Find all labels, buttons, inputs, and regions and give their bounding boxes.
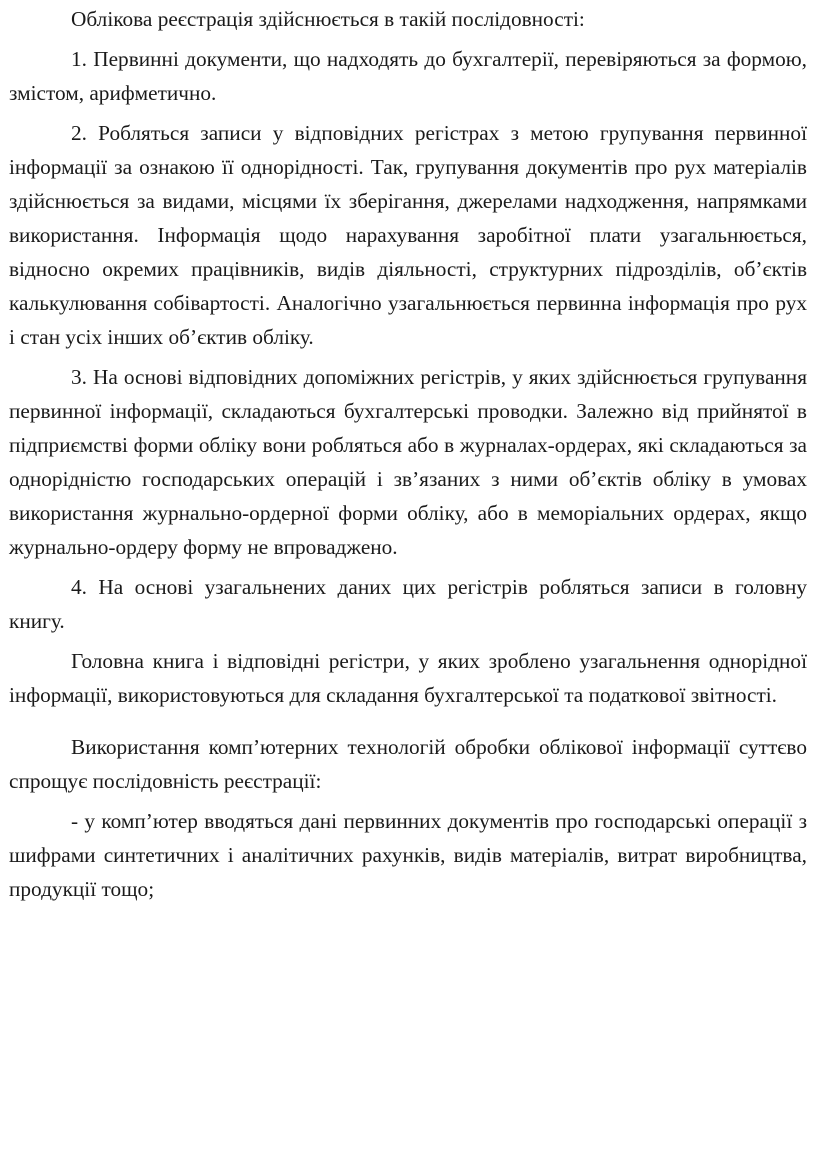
intro-paragraph: Облікова реєстрація здійснюється в такій послідовності: [71,7,585,31]
step-3-paragraph: 3. На основі відповідних допоміжних регістрів, у яких здійснюється групування первинної інформації, складаються бухгалтерські проводки. Залежно від прийнятої в підприємстві форми обліку вони робляться або в журналах-ордерах, які складаються за однорідністю господарських операцій і зв’язаних з ними об’єктів обліку в умовах використання журнально-ордерної форми обліку, або в меморіальних ордерах, якщо журнально-ордеру форму не впроваджено. [9,365,807,559]
step-2-paragraph: 2. Робляться записи у відповідних регістрах з метою групування первинної інформації за ознакою її однорідності. Так, групування документів про рух матеріалів здійснюється за видами, місцями їх зберігання, джерелами надходження, напрямками використання. Інформація щодо нарахування заробітної плати узагальнюється, відносно окремих працівників, видів діяльності, структурних підрозділів, об’єктів калькулювання собівартості. Аналогічно узагальнюється первинна інформація про рух і стан усіх інших об’єктив обліку. [9,121,807,349]
computer-technologies-paragraph: Використання комп’ютерних технологій обробки облікової інформації суттєво спрощує послідовність реєстрації: [9,735,807,793]
general-ledger-paragraph: Головна книга і відповідні регістри, у яких зроблено узагальнення однорідної інформації, використовуються для складання бухгалтерської та податкової звітності. [9,649,807,707]
step-1-paragraph: 1. Первинні документи, що надходять до бухгалтерії, перевіряються за формою, змістом, арифметично. [9,47,807,105]
computer-input-list-item: - у комп’ютер вводяться дані первинних документів про господарські операції з шифрами синтетичних і аналітичних рахунків, видів матеріалів, витрат виробництва, продукції тощо; [9,809,807,901]
step-4-paragraph: 4. На основі узагальнених даних цих регістрів робляться записи в головну книгу. [9,575,807,633]
